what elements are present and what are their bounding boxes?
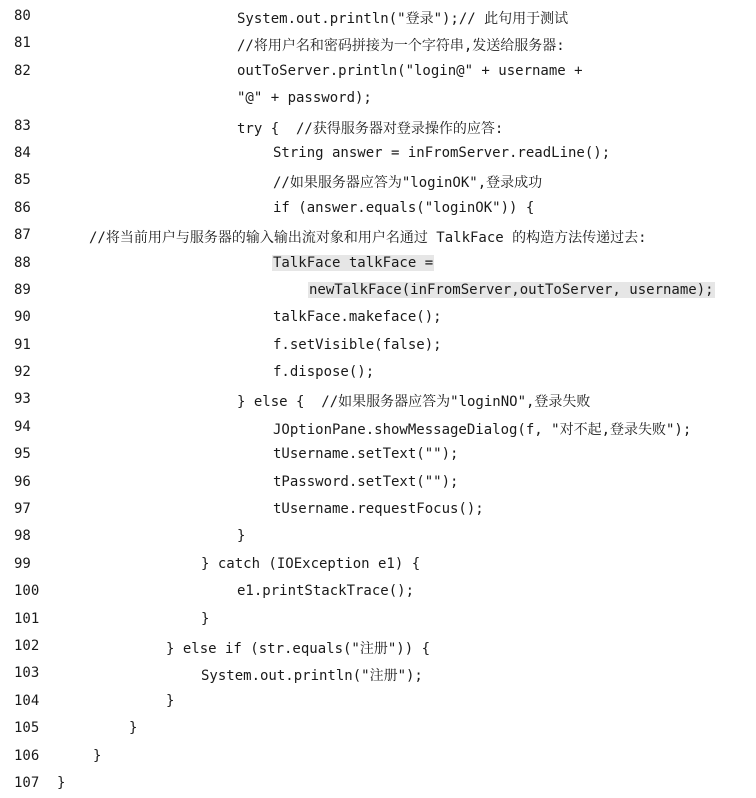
code-text: tPassword.setText(""); (273, 473, 459, 490)
code-line (0, 4, 756, 31)
code-line (0, 387, 756, 414)
code-line (0, 223, 756, 250)
line-number: 80 (14, 8, 31, 24)
code-line (0, 360, 756, 387)
line-number: 100 (14, 583, 40, 600)
code-text: } else if (str.equals("注册")) { (166, 640, 431, 657)
line-number: 93 (14, 391, 31, 408)
code-text: "@" + password); (237, 90, 372, 107)
code-line (0, 524, 756, 551)
code-line (0, 196, 756, 223)
code-text: } (166, 692, 175, 709)
code-text: outToServer.println("login@" + username + (237, 62, 583, 79)
code-line (0, 497, 756, 524)
highlighted-code-text: TalkFace talkFace = (273, 254, 434, 271)
code-text: try { //获得服务器对登录操作的应答: (237, 120, 504, 137)
code-line (0, 305, 756, 332)
code-line (0, 634, 756, 661)
code-line-highlighted (0, 278, 756, 305)
code-text: tUsername.setText(""); (273, 446, 459, 463)
code-text: e1.printStackTrace(); (237, 583, 415, 600)
line-number: 94 (14, 418, 31, 435)
code-text: } catch (IOException e1) { (201, 555, 421, 572)
line-number: 99 (14, 555, 31, 572)
line-number: 98 (14, 528, 31, 545)
line-number: 107 (14, 774, 40, 791)
code-text: String answer = inFromServer.readLine(); (273, 144, 611, 161)
code-text: System.out.println("登录");// 此句用于测试 (237, 11, 569, 27)
line-number: 102 (14, 637, 40, 654)
line-number: 95 (14, 446, 31, 463)
code-text: } (57, 774, 66, 791)
line-number: 87 (14, 227, 31, 244)
line-number: 96 (14, 473, 31, 490)
code-line (0, 114, 756, 141)
code-line (0, 552, 756, 579)
code-text: f.dispose(); (273, 364, 375, 381)
line-number: 105 (14, 720, 40, 737)
code-line-highlighted (0, 251, 756, 278)
line-number: 104 (14, 692, 40, 709)
code-line (0, 470, 756, 497)
code-text: //如果服务器应答为"loginOK",登录成功 (273, 175, 543, 192)
code-line (0, 141, 756, 168)
line-number: 82 (14, 62, 31, 79)
code-text: } (237, 528, 246, 545)
code-line (0, 607, 756, 634)
code-line-continuation (0, 86, 756, 113)
line-number: 85 (14, 172, 31, 189)
line-number: 81 (14, 35, 31, 52)
code-line (0, 579, 756, 606)
code-line (0, 744, 756, 771)
code-text: JOptionPane.showMessageDialog(f, "对不起,登录失败"); (273, 421, 692, 438)
code-text: //将用户名和密码拼接为一个字符串,发送给服务器: (237, 38, 565, 55)
line-number: 89 (14, 281, 31, 298)
code-line (0, 661, 756, 688)
code-text: } (129, 720, 138, 737)
line-number: 101 (14, 610, 40, 627)
code-text: System.out.println("注册"); (201, 668, 423, 685)
code-text: talkFace.makeface(); (273, 309, 442, 326)
code-text: } else { //如果服务器应答为"loginNO",登录失败 (237, 394, 591, 411)
code-line (0, 168, 756, 195)
code-text: f.setVisible(false); (273, 336, 442, 353)
code-line (0, 31, 756, 58)
line-number: 84 (14, 144, 31, 161)
code-line (0, 716, 756, 743)
line-number: 92 (14, 364, 31, 381)
line-number: 90 (14, 309, 31, 326)
code-text: //将当前用户与服务器的输入输出流对象和用户名通过 TalkFace 的构造方法传递过去: (89, 230, 647, 247)
code-line (0, 442, 756, 469)
line-number: 91 (14, 336, 31, 353)
line-number: 103 (14, 665, 40, 682)
line-number: 88 (14, 254, 31, 271)
code-listing (0, 4, 756, 798)
code-line (0, 59, 756, 86)
line-number: 97 (14, 501, 31, 518)
code-text: if (answer.equals("loginOK")) { (273, 199, 535, 216)
code-text: tUsername.requestFocus(); (273, 501, 484, 518)
line-number: 86 (14, 199, 31, 216)
code-line (0, 771, 756, 798)
highlighted-code-text: newTalkFace(inFromServer,outToServer, username); (309, 281, 714, 298)
code-line (0, 333, 756, 360)
code-line (0, 689, 756, 716)
line-number: 106 (14, 747, 40, 764)
code-text: } (201, 610, 210, 627)
line-number: 83 (14, 117, 31, 134)
code-line (0, 415, 756, 442)
code-text: } (93, 747, 102, 764)
